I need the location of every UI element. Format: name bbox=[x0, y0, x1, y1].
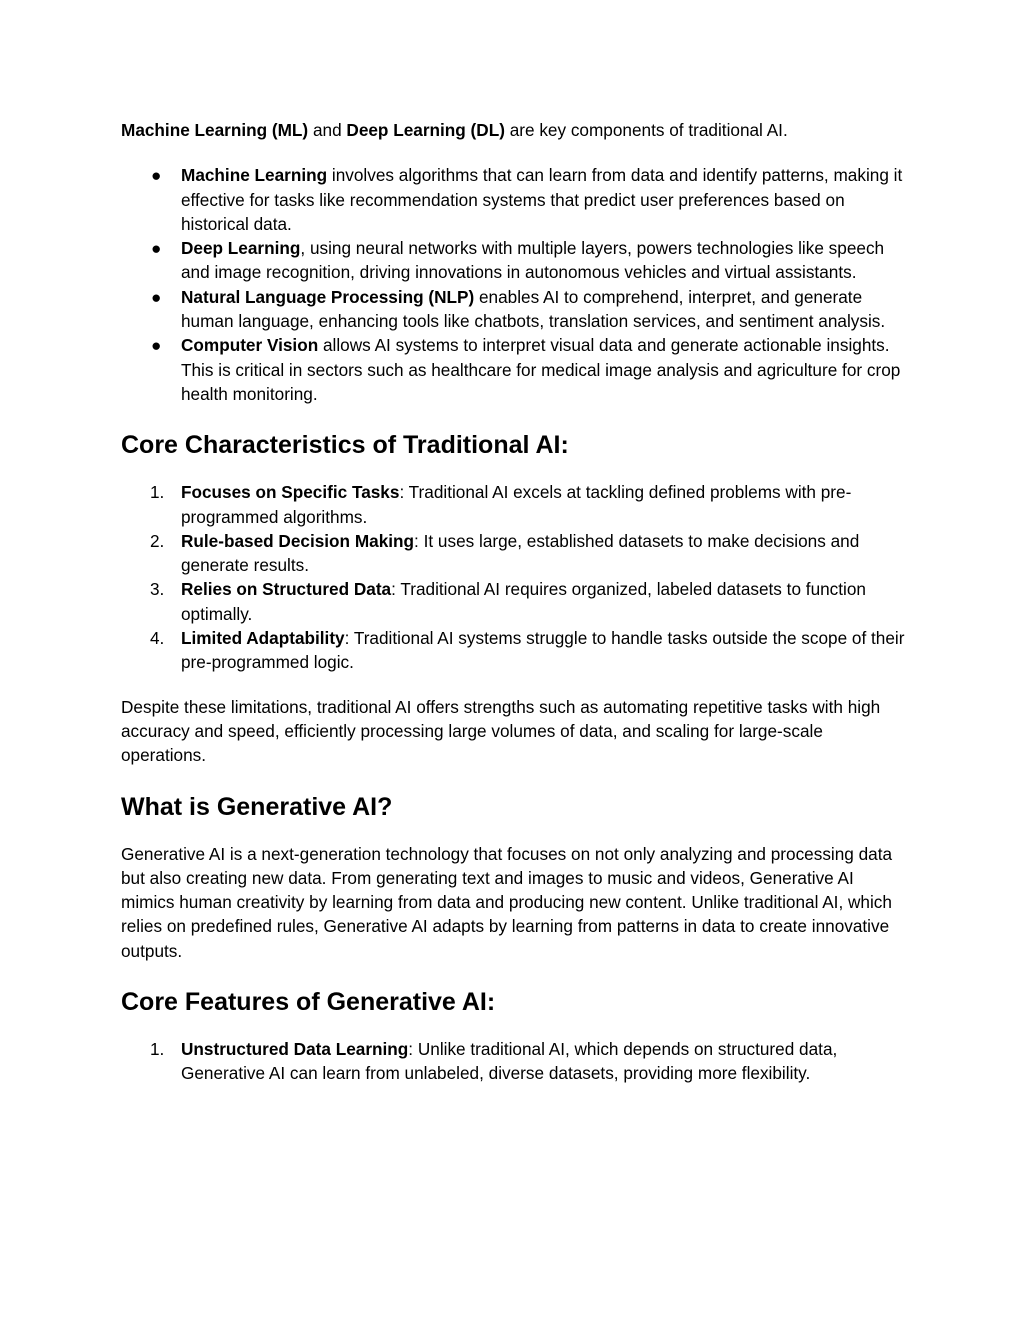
list-number: 4. bbox=[150, 628, 165, 649]
list-item-specific-tasks bbox=[121, 480, 911, 529]
intro-term-ml: Machine Learning (ML) bbox=[121, 120, 309, 140]
list-item-text: : Traditional AI systems struggle to handle tasks outside the scope of their pre-programmed logic. bbox=[181, 628, 905, 673]
characteristics-list bbox=[121, 480, 911, 674]
list-item-machine-learning bbox=[121, 163, 911, 236]
list-item-rule-based bbox=[121, 529, 911, 578]
list-item-bold: Machine Learning bbox=[181, 165, 328, 186]
list-item-text: enables AI to comprehend, interpret, and generate human language, enhancing tools like chatbots, translation services, and sentiment analysis. bbox=[181, 286, 886, 332]
list-number: 2. bbox=[150, 530, 165, 551]
bullet-icon: ● bbox=[151, 165, 162, 186]
list-item-text: : It uses large, established datasets to make decisions and generate results. bbox=[181, 530, 860, 576]
list-item-bold: Limited Adaptability bbox=[181, 628, 345, 649]
bullet-icon: ● bbox=[151, 335, 162, 356]
list-item-bold: Natural Language Processing (NLP) bbox=[181, 286, 475, 307]
intro-term-dl: Deep Learning (DL) bbox=[346, 120, 505, 140]
ai-components-list bbox=[121, 163, 911, 406]
list-item-structured-data bbox=[121, 577, 911, 626]
list-item-text: involves algorithms that can learn from data and identify patterns, making it effective for tasks like recommendation systems that predict user preferences based on historical data. bbox=[181, 165, 903, 234]
list-item-text: : Traditional AI excels at tackling defined problems with pre-programmed algorithms. bbox=[181, 482, 852, 527]
list-item-bold: Computer Vision bbox=[181, 335, 319, 356]
bullet-icon: ● bbox=[151, 286, 162, 307]
intro-paragraph bbox=[121, 118, 911, 142]
list-item-bold: Relies on Structured Data bbox=[181, 579, 392, 600]
limitations-paragraph: Despite these limitations, traditional AI offers strengths such as automating repetitive tasks with high accuracy and speed, efficiently processing large volumes of data, and scaling for large-scale operations. bbox=[121, 696, 881, 766]
list-item-bold: Unstructured Data Learning bbox=[181, 1039, 409, 1060]
list-number: 1. bbox=[150, 1039, 165, 1060]
list-item-computer-vision bbox=[121, 333, 911, 406]
list-number: 3. bbox=[150, 579, 165, 600]
intro-rest: are key components of traditional AI. bbox=[504, 120, 788, 140]
heading-what-is-generative-ai: What is Generative AI? bbox=[121, 792, 393, 821]
list-item-bold: Deep Learning bbox=[181, 238, 301, 259]
list-item-text: : Unlike traditional AI, which depends on structured data, Generative AI can learn from unlabeled, diverse datasets, providing more flexibility. bbox=[181, 1039, 838, 1084]
heading-core-features: Core Features of Generative AI: bbox=[121, 988, 496, 1017]
list-item-bold: Focuses on Specific Tasks bbox=[181, 482, 400, 503]
generative-ai-paragraph: Generative AI is a next-generation technology that focuses on not only analyzing and processing data but also creating new data. From generating text and images to music and videos, Generative AI mimics human creativity by learning from data and producing new content. Unlike traditional AI, which relies on predefined rules, Generative AI adapts by learning from patterns in data to create innovative outputs. bbox=[121, 843, 893, 961]
list-item-unstructured-data bbox=[121, 1037, 911, 1086]
list-item-text: allows AI systems to interpret visual data and generate actionable insights. This is critical in sectors such as healthcare for medical image analysis and agriculture for crop health monitoring. bbox=[181, 335, 901, 404]
list-item-bold: Rule-based Decision Making bbox=[181, 530, 415, 551]
features-list bbox=[121, 1037, 911, 1086]
document-page bbox=[121, 118, 911, 1086]
list-item-nlp bbox=[121, 285, 911, 334]
bullet-icon: ● bbox=[151, 238, 162, 259]
list-item-text: : Traditional AI requires organized, labeled datasets to function optimally. bbox=[181, 579, 866, 624]
list-item-deep-learning bbox=[121, 236, 911, 285]
heading-core-characteristics: Core Characteristics of Traditional AI: bbox=[121, 431, 569, 460]
intro-connector: and bbox=[308, 120, 347, 140]
list-number: 1. bbox=[150, 482, 165, 503]
list-item-text: , using neural networks with multiple layers, powers technologies like speech and image recognition, driving innovations in autonomous vehicles and virtual assistants. bbox=[181, 238, 885, 283]
list-item-limited-adaptability bbox=[121, 626, 911, 675]
